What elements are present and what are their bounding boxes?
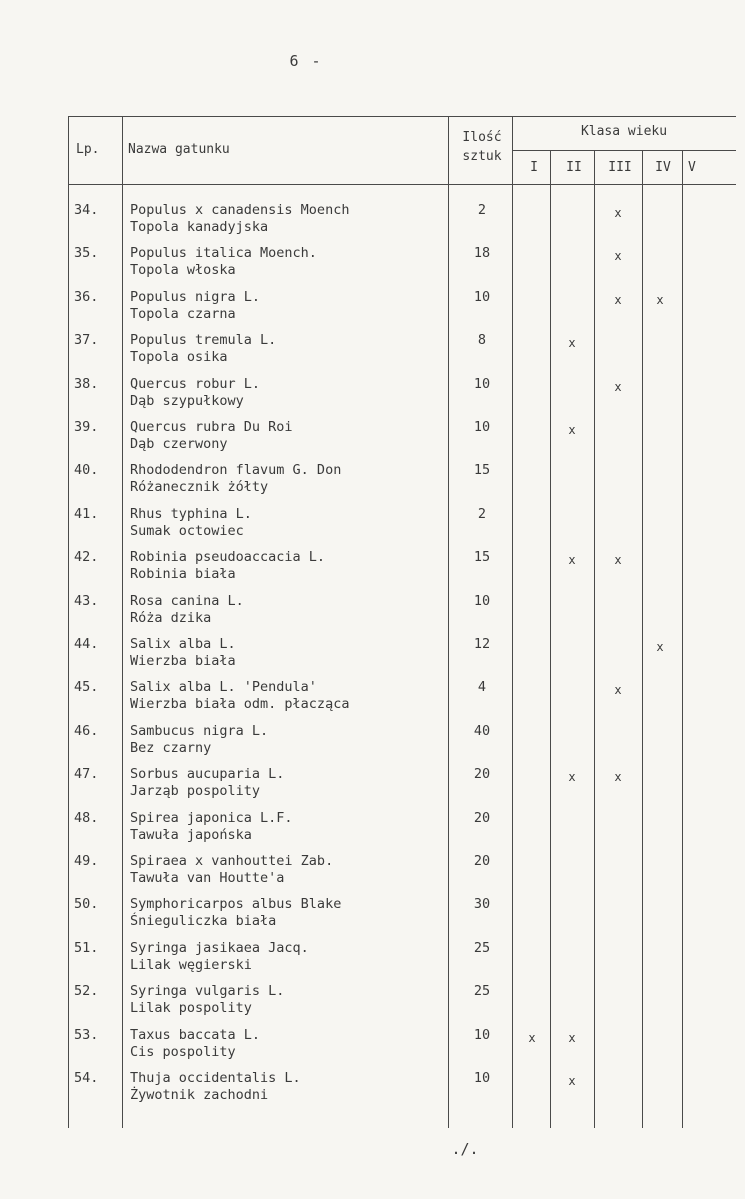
table-row <box>68 243 736 287</box>
quantity: 10 <box>473 1070 491 1086</box>
quantity: 25 <box>473 939 491 956</box>
polish-name: Różanecznik żółty <box>130 479 269 496</box>
table-row <box>68 504 736 548</box>
header-qty: Ilość <box>462 130 502 145</box>
latin-name: Salix alba L. 'Pendula' <box>130 679 317 696</box>
latin-name: Syringa jasikaea Jacq. <box>130 939 309 956</box>
quantity: 10 <box>473 1026 491 1043</box>
latin-name: Rosa canina L. <box>130 592 244 609</box>
polish-name: Jarząb pospolity <box>130 783 261 800</box>
table-row <box>68 460 736 504</box>
polish-name: Dąb szypułkowy <box>130 392 244 409</box>
row-number: 34. <box>74 202 99 218</box>
latin-name: Syringa vulgaris L. <box>130 983 285 1000</box>
polish-name: Wierzba biała <box>130 653 236 669</box>
quantity: 10 <box>473 419 491 435</box>
age-class-mark: x <box>656 640 664 654</box>
quantity: 2 <box>477 505 487 522</box>
header-class-i: I <box>530 160 538 175</box>
latin-name: Thuja occidentalis L. <box>130 1070 301 1086</box>
age-class-mark: x <box>614 553 622 568</box>
quantity: 10 <box>473 288 491 305</box>
latin-name: Quercus rubra Du Roi <box>130 419 293 435</box>
header-age-class: Klasa wieku <box>580 124 668 139</box>
latin-name: Symphoricarpos albus Blake <box>130 896 342 913</box>
age-class-divider <box>512 150 736 151</box>
polish-name: Dąb czerwony <box>130 436 228 452</box>
table-row <box>68 330 736 374</box>
header-qty-unit: sztuk <box>462 149 502 164</box>
table-row <box>68 1068 736 1112</box>
row-number: 39. <box>74 419 99 435</box>
table-row <box>68 721 736 765</box>
table-row <box>68 1025 736 1069</box>
table-row <box>68 938 736 982</box>
quantity: 8 <box>477 332 487 349</box>
table-row <box>68 851 736 895</box>
row-number: 51. <box>74 939 99 956</box>
row-number: 49. <box>74 853 99 869</box>
polish-name: Wierzba biała odm. płacząca <box>130 696 350 713</box>
row-number: 36. <box>74 288 99 305</box>
table-row <box>68 677 736 721</box>
polish-name: Śnieguliczka biała <box>130 913 277 930</box>
age-class-mark: x <box>568 770 576 785</box>
latin-name: Spirea japonica L.F. <box>130 809 293 826</box>
latin-name: Sambucus nigra L. <box>130 722 269 739</box>
row-number: 50. <box>74 896 99 913</box>
latin-name: Populus tremula L. <box>130 332 277 349</box>
polish-name: Cis pospolity <box>130 1043 236 1060</box>
latin-name: Quercus robur L. <box>130 375 261 392</box>
polish-name: Lilak pospolity <box>130 1000 252 1017</box>
latin-name: Populus nigra L. <box>130 288 261 305</box>
row-number: 37. <box>74 332 99 349</box>
age-class-mark: x <box>568 423 576 437</box>
polish-name: Topola osika <box>130 349 228 366</box>
quantity: 10 <box>473 592 491 609</box>
table-row <box>68 981 736 1025</box>
table-row <box>68 808 736 852</box>
age-class-mark: x <box>568 553 576 568</box>
quantity: 20 <box>473 853 491 869</box>
header-lp: Lp. <box>76 142 100 157</box>
quantity: 15 <box>473 549 491 566</box>
quantity: 4 <box>477 679 487 696</box>
row-number: 35. <box>74 245 99 262</box>
table-top-border <box>68 116 736 117</box>
quantity: 20 <box>473 766 491 783</box>
polish-name: Lilak węgierski <box>130 956 252 973</box>
polish-name: Bez czarny <box>130 739 212 756</box>
latin-name: Sorbus aucuparia L. <box>130 766 285 783</box>
row-number: 53. <box>74 1026 99 1043</box>
row-number: 42. <box>74 549 99 566</box>
polish-name: Tawuła van Houtte'a <box>130 870 285 886</box>
polish-name: Topola czarna <box>130 305 236 322</box>
polish-name: Tawuła japońska <box>130 826 252 843</box>
latin-name: Rhus typhina L. <box>130 505 252 522</box>
table-row <box>68 287 736 331</box>
quantity: 15 <box>473 462 491 479</box>
age-class-mark: x <box>568 1074 576 1088</box>
age-class-mark: x <box>614 683 622 698</box>
latin-name: Robinia pseudoaccacia L. <box>130 549 326 566</box>
table-row <box>68 634 736 678</box>
row-number: 54. <box>74 1070 99 1086</box>
header-class-v: V <box>688 160 696 175</box>
table-row <box>68 417 736 461</box>
latin-name: Spiraea x vanhouttei Zab. <box>130 853 334 869</box>
quantity: 20 <box>473 809 491 826</box>
row-number: 46. <box>74 722 99 739</box>
quantity: 12 <box>473 636 491 652</box>
row-number: 40. <box>74 462 99 479</box>
age-class-mark: x <box>614 292 622 307</box>
polish-name: Żywotnik zachodni <box>130 1087 269 1103</box>
header-bottom-border <box>68 184 736 185</box>
species-table <box>68 116 736 1128</box>
age-class-mark: x <box>614 379 622 394</box>
row-number: 43. <box>74 592 99 609</box>
age-class-mark: x <box>614 249 622 264</box>
latin-name: Populus italica Moench. <box>130 245 317 262</box>
table-row <box>68 764 736 808</box>
polish-name: Topola włoska <box>130 262 236 279</box>
quantity: 10 <box>473 375 491 392</box>
header-class-iv: IV <box>655 160 671 175</box>
row-number: 48. <box>74 809 99 826</box>
table-row <box>68 200 736 244</box>
latin-name: Populus x canadensis Moench <box>130 202 350 218</box>
age-class-mark: x <box>614 770 622 785</box>
header-class-ii: II <box>566 160 582 175</box>
quantity: 2 <box>477 202 487 218</box>
latin-name: Taxus baccata L. <box>130 1026 261 1043</box>
age-class-mark: x <box>614 206 622 220</box>
table-row <box>68 894 736 938</box>
quantity: 40 <box>473 722 491 739</box>
age-class-mark: x <box>528 1030 536 1045</box>
latin-name: Salix alba L. <box>130 636 236 652</box>
row-number: 38. <box>74 375 99 392</box>
continuation-mark: ./. <box>451 1140 479 1158</box>
table-row <box>68 374 736 418</box>
quantity: 30 <box>473 896 491 913</box>
polish-name: Sumak octowiec <box>130 522 244 539</box>
polish-name: Topola kanadyjska <box>130 219 269 235</box>
row-number: 41. <box>74 505 99 522</box>
polish-name: Róża dzika <box>130 609 212 626</box>
row-number: 52. <box>74 983 99 1000</box>
row-number: 47. <box>74 766 99 783</box>
age-class-mark: x <box>568 336 576 351</box>
header-class-iii: III <box>608 160 632 175</box>
header-name: Nazwa gatunku <box>128 142 230 157</box>
row-number: 45. <box>74 679 99 696</box>
page-number: 6 - <box>289 52 323 70</box>
table-row <box>68 547 736 591</box>
polish-name: Robinia biała <box>130 566 236 583</box>
quantity: 25 <box>473 983 491 1000</box>
age-class-mark: x <box>568 1030 576 1045</box>
latin-name: Rhododendron flavum G. Don <box>130 462 342 479</box>
row-number: 44. <box>74 636 99 652</box>
table-row <box>68 591 736 635</box>
age-class-mark: x <box>656 292 664 307</box>
quantity: 18 <box>473 245 491 262</box>
